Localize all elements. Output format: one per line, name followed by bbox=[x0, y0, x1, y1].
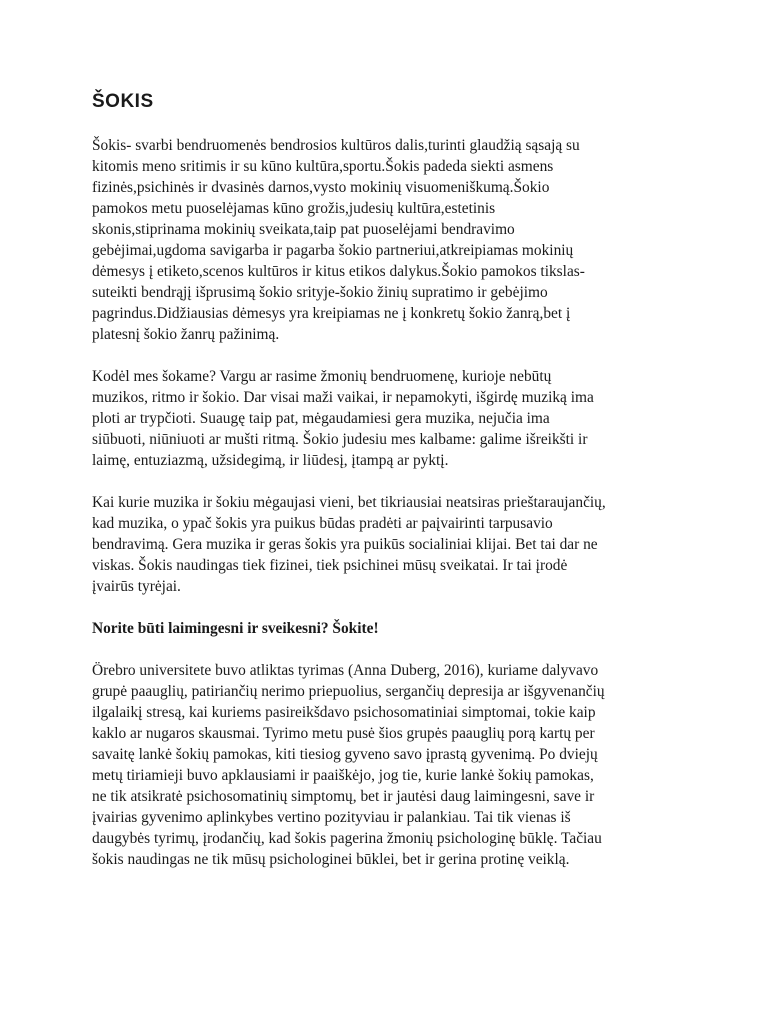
paragraph-line: Šokis- svarbi bendruomenės bendrosios kultūros dalis,turinti glaudžią sąsają su bbox=[92, 137, 580, 154]
section-subheading: Norite būti laimingesni ir sveikesni? Šokite! bbox=[92, 620, 379, 637]
paragraph-social bbox=[92, 492, 692, 597]
paragraph-intro bbox=[92, 135, 692, 345]
paragraph-line: dėmesys į etiketo,scenos kultūros ir kitus etikos dalykus.Šokio pamokos tikslas- bbox=[92, 263, 585, 280]
paragraph-line: įvairias gyvenimo aplinkybes vertino pozityviau ir palankiau. Tai tik vienas iš bbox=[92, 809, 571, 826]
document-page bbox=[92, 90, 692, 891]
paragraph-line: metų tiriamieji buvo apklausiami ir paaiškėjo, jog tie, kurie lankė šokių pamokas, bbox=[92, 767, 594, 784]
paragraph-line: suteikti bendrąjį išprusimą šokio srityje-šokio žinių supratimo ir gebėjimo bbox=[92, 284, 548, 301]
paragraph-line: Kodėl mes šokame? Vargu ar rasime žmonių bendruomenę, kurioje nebūtų bbox=[92, 368, 552, 385]
paragraph-line: kitomis meno sritimis ir su kūno kultūra,sportu.Šokis padeda siekti asmens bbox=[92, 158, 554, 175]
paragraph-line: šokis naudingas ne tik mūsų psichologinei būklei, bet ir gerina protinę veiklą. bbox=[92, 851, 570, 868]
paragraph-line: kad muzika, o ypač šokis yra puikus būdas pradėti ar paįvairinti tarpusavio bbox=[92, 515, 553, 532]
paragraph-line: Kai kurie muzika ir šokiu mėgaujasi vieni, bet tikriausiai neatsiras prieštaraujančių, bbox=[92, 494, 606, 511]
paragraph-line: pagrindus.Didžiausias dėmesys yra kreipiamas ne į konkretų šokio žanrą,bet į bbox=[92, 305, 571, 322]
paragraph-why-dance bbox=[92, 366, 692, 471]
paragraph-line: ilgalaikį stresą, kai kuriems pasireikšdavo psichosomatiniai simptomai, tokie kaip bbox=[92, 704, 596, 721]
paragraph-line: bendravimą. Gera muzika ir geras šokis yra puikūs socialiniai klijai. Bet tai dar ne bbox=[92, 536, 598, 553]
paragraph-research bbox=[92, 660, 692, 870]
paragraph-line: siūbuoti, niūniuoti ar mušti ritmą. Šokio judesiu mes kalbame: galime išreikšti ir bbox=[92, 431, 588, 448]
paragraph-line: kaklo ar nugaros skausmai. Tyrimo metu pusė šios grupės paauglių porą kartų per bbox=[92, 725, 595, 742]
paragraph-line: daugybės tyrimų, įrodančių, kad šokis pagerina žmonių psichologinę būklę. Tačiau bbox=[92, 830, 602, 847]
paragraph-line: įvairūs tyrėjai. bbox=[92, 578, 181, 595]
paragraph-line: ploti ar trypčioti. Suaugę taip pat, mėgaudamiesi gera muzika, nejučia ima bbox=[92, 410, 550, 427]
paragraph-line: laimę, entuziazmą, užsidegimą, ir liūdesį, įtampą ar pyktį. bbox=[92, 452, 449, 469]
paragraph-line: savaitę lankė šokių pamokas, kiti tiesiog gyveno savo įprastą gyvenimą. Po dviejų bbox=[92, 746, 598, 763]
paragraph-line: fizinės,psichinės ir dvasinės darnos,vysto mokinių visuomeniškumą.Šokio bbox=[92, 179, 550, 196]
paragraph-line: muzikos, ritmo ir šokio. Dar visai maži vaikai, ir nepamokyti, išgirdę muziką ima bbox=[92, 389, 594, 406]
paragraph-line: gebėjimai,ugdoma savigarba ir pagarba šokio partneriui,atkreipiamas mokinių bbox=[92, 242, 574, 259]
paragraph-line: platesnį šokio žanrų pažinimą. bbox=[92, 326, 280, 343]
paragraph-line: pamokos metu puoselėjamas kūno grožis,judesių kultūra,estetinis bbox=[92, 200, 496, 217]
paragraph-line: ne tik atsikratė psichosomatinių simptomų, bet ir jautėsi daug laimingesni, save ir bbox=[92, 788, 595, 805]
document-title: ŠOKIS bbox=[92, 91, 154, 112]
paragraph-line: grupė paauglių, patiriančių nerimo priepuolius, sergančių depresija ar išgyvenančių bbox=[92, 683, 605, 700]
paragraph-line: Örebro universitete buvo atliktas tyrimas (Anna Duberg, 2016), kuriame dalyvavo bbox=[92, 662, 599, 679]
paragraph-line: skonis,stiprinama mokinių sveikata,taip pat puoselėjami bendravimo bbox=[92, 221, 515, 238]
paragraph-line: viskas. Šokis naudingas tiek fizinei, tiek psichinei mūsų sveikatai. Ir tai įrodė bbox=[92, 557, 568, 574]
